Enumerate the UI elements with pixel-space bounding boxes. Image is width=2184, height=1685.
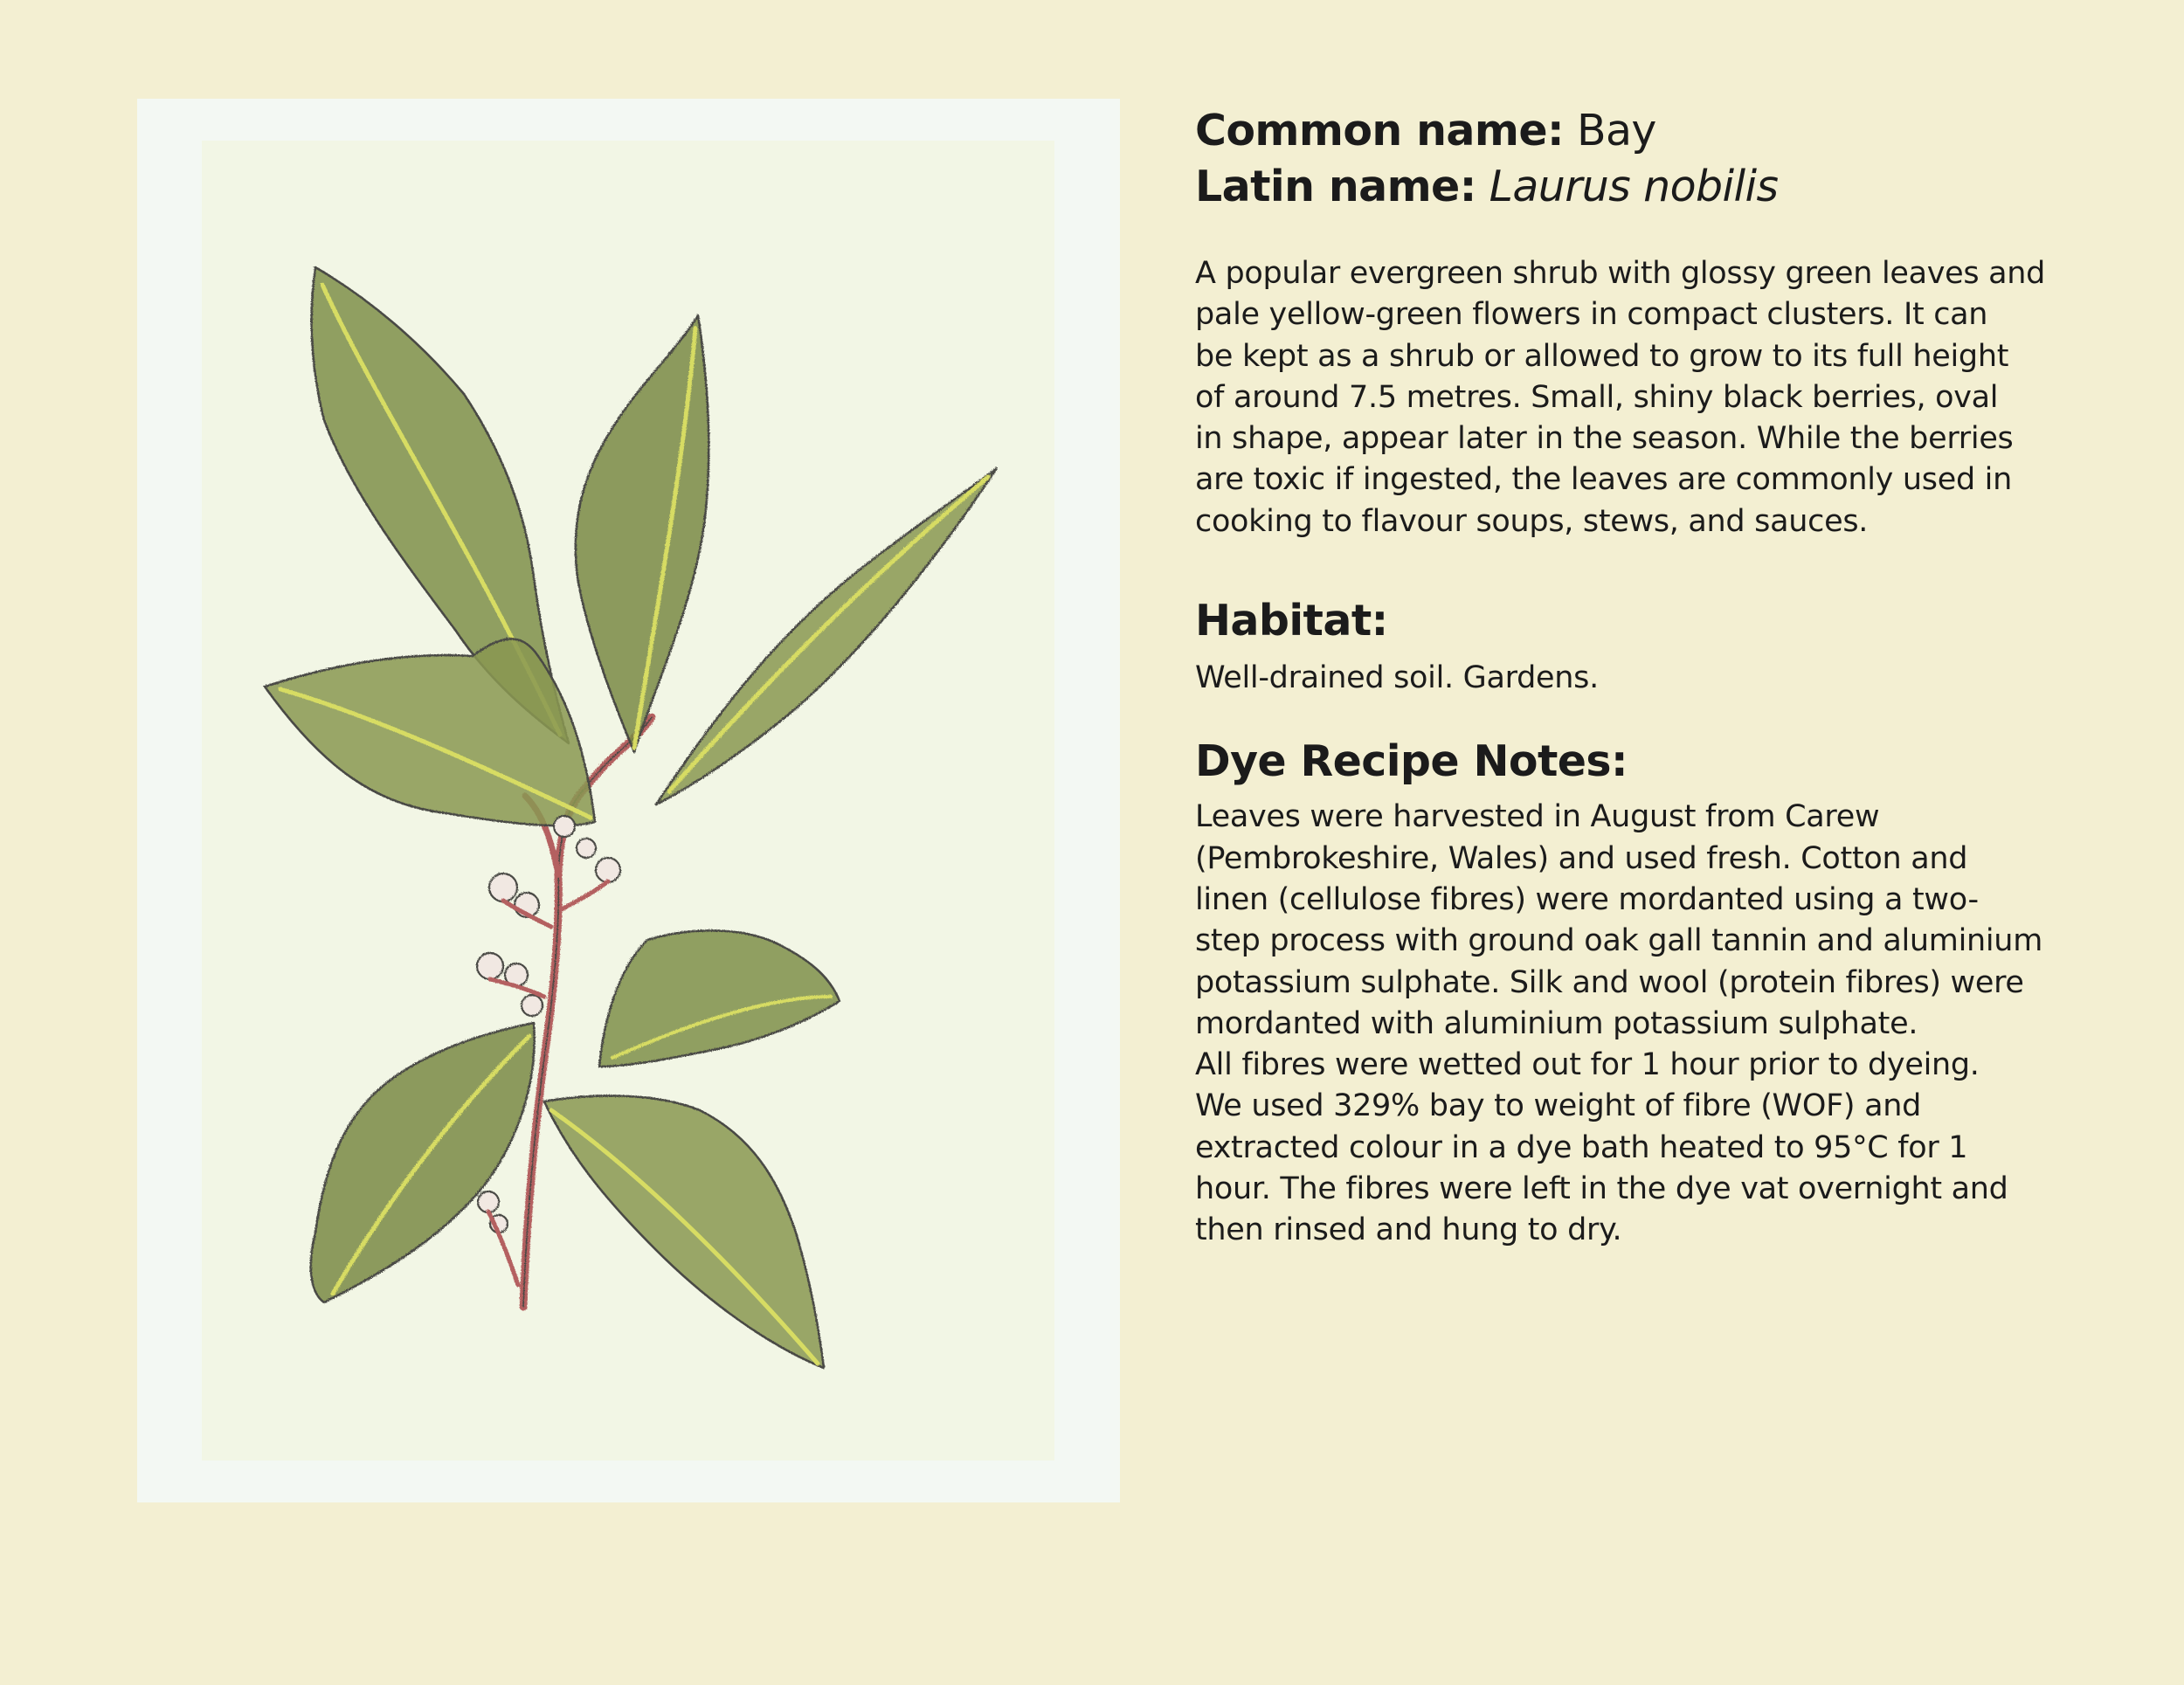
common-name-line	[1195, 103, 2121, 159]
description-line: of around 7.5 metres. Small, shiny black berries, oval	[1195, 379, 1999, 415]
description-line: are toxic if ingested, the leaves are commonly used in	[1195, 462, 2012, 498]
habitat-heading: Habitat:	[1195, 596, 1388, 646]
latin-name-line	[1195, 159, 2121, 215]
flower-bud	[478, 1191, 499, 1212]
illustration-paper	[202, 141, 1054, 1461]
description-line: in shape, appear later in the season. While the berries	[1195, 421, 2014, 457]
common-name-label: Common name:	[1195, 106, 1564, 155]
flower-bud	[522, 995, 543, 1016]
leaf-right	[656, 468, 997, 805]
illustration-frame	[137, 99, 1120, 1502]
flower-bud	[577, 839, 596, 858]
dye-notes-line: We used 329% bay to weight of fibre (WOF) and	[1195, 1088, 1922, 1124]
description-line: A popular evergreen shrub with glossy green leaves and	[1195, 256, 2046, 291]
description	[1195, 253, 2121, 542]
dye-notes-line: potassium sulphate. Silk and wool (protein fibres) were	[1195, 964, 2024, 1000]
bay-leaf-illustration	[202, 141, 1054, 1461]
latin-name-value: Laurus nobilis	[1489, 162, 1779, 211]
dye-notes-text	[1195, 797, 2121, 1251]
dye-notes-line: then rinsed and hung to dry.	[1195, 1212, 1622, 1248]
flower-bud	[554, 816, 575, 837]
habitat-line: Well-drained soil. Gardens.	[1195, 660, 1599, 696]
description-line: be kept as a shrub or allowed to grow to its full height	[1195, 338, 2009, 374]
latin-name-label: Latin name:	[1195, 162, 1476, 211]
flower-bud	[596, 858, 620, 882]
flower-bud	[477, 953, 503, 979]
dye-notes-line: mordanted with aluminium potassium sulphate.	[1195, 1005, 1918, 1041]
dye-notes-line: extracted colour in a dye bath heated to 95°C for 1	[1195, 1129, 1968, 1165]
dye-notes-line: All fibres were wetted out for 1 hour prior to dyeing.	[1195, 1047, 1980, 1083]
habitat-text	[1195, 658, 2121, 699]
common-name-value: Bay	[1576, 106, 1656, 155]
description-line: pale yellow-green flowers in compact clusters. It can	[1195, 297, 1988, 333]
dye-notes-line: linen (cellulose fibres) were mordanted using a two-	[1195, 881, 1979, 917]
flower-bud	[489, 874, 517, 901]
description-line: cooking to flavour soups, stews, and sauces.	[1195, 503, 1869, 539]
dye-notes-line: hour. The fibres were left in the dye vat overnight and	[1195, 1171, 2008, 1207]
dye-notes-line: step process with ground oak gall tannin and aluminium	[1195, 923, 2042, 959]
dye-notes-heading: Dye Recipe Notes:	[1195, 736, 1628, 787]
dye-notes-line: Leaves were harvested in August from Carew	[1195, 799, 1880, 835]
dye-notes-line: (Pembrokeshire, Wales) and used fresh. Cotton and	[1195, 840, 1968, 876]
plant-info	[1195, 103, 2121, 1252]
